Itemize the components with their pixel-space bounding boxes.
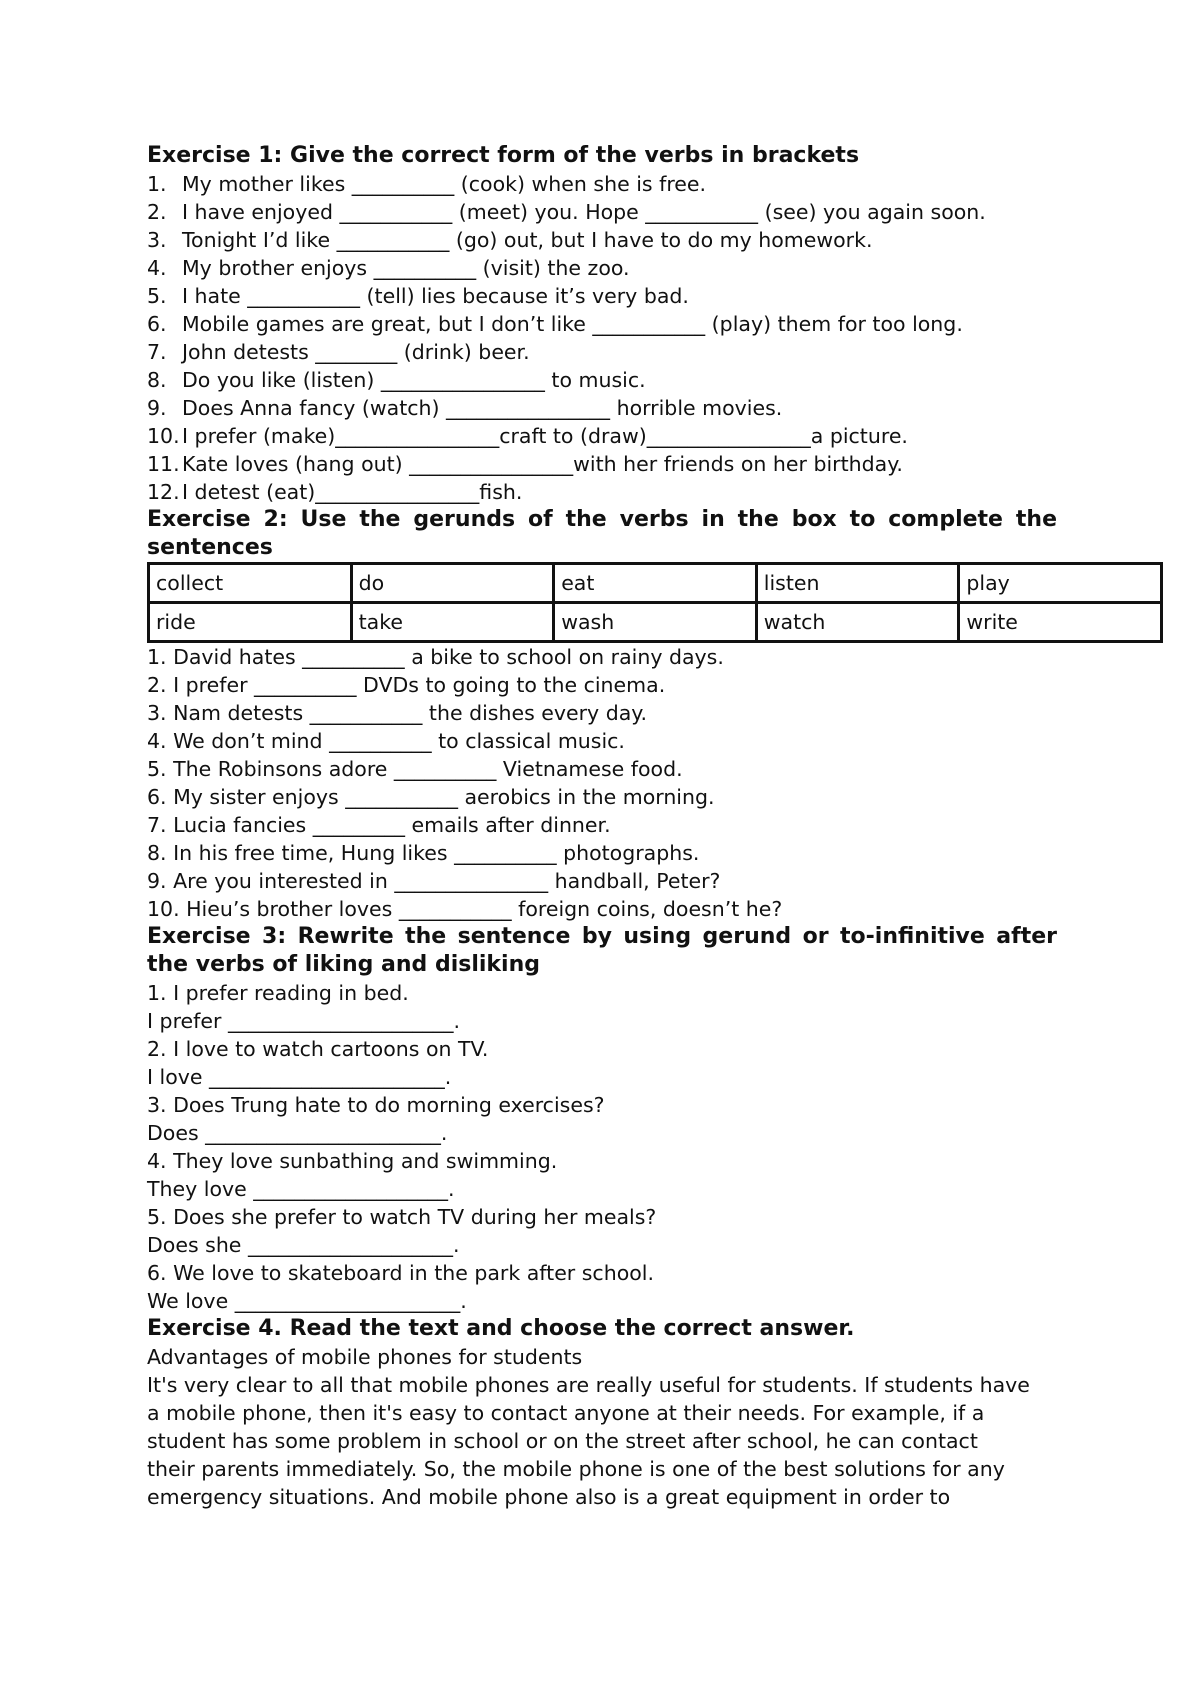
verb-cell: play — [959, 564, 1162, 603]
question: 2. I love to watch cartoons on TV. — [147, 1037, 489, 1061]
verb-cell: collect — [149, 564, 352, 603]
question: 5. Does she prefer to watch TV during her meals? — [147, 1205, 657, 1229]
list-item: 8. In his free time, Hung likes __________ photographs. — [147, 841, 700, 865]
list-item: 6. Mobile games are great, but I don’t like ___________ (play) them for too long. — [147, 312, 963, 336]
verb-box — [147, 562, 1163, 643]
table-row — [149, 564, 1162, 603]
list-item: 7. Lucia fancies _________ emails after dinner. — [147, 813, 611, 837]
verb-cell: listen — [756, 564, 959, 603]
verb-cell: wash — [554, 603, 757, 642]
answer-line: They love ___________________. — [147, 1177, 455, 1201]
list-item: 4. We don’t mind __________ to classical music. — [147, 729, 625, 753]
exercise-1-list — [147, 170, 1057, 506]
list-item: 11. Kate loves (hang out) ________________with her friends on her birthday. — [147, 452, 903, 476]
exercise-2-title: Exercise 2: Use the gerunds of the verbs in the box to complete the sentences — [147, 507, 1057, 560]
exercise-1-title: Exercise 1: Give the correct form of the verbs in brackets — [147, 143, 860, 168]
verb-cell: do — [351, 564, 554, 603]
list-item: 2. I prefer __________ DVDs to going to the cinema. — [147, 673, 666, 697]
verb-cell: eat — [554, 564, 757, 603]
answer-line: I prefer ______________________. — [147, 1009, 460, 1033]
passage-line: student has some problem in school or on the street after school, he can contact — [147, 1429, 978, 1453]
list-item: 7. John detests ________ (drink) beer. — [147, 340, 530, 364]
passage-line: It's very clear to all that mobile phones are really useful for students. If students have — [147, 1373, 1030, 1397]
list-item: 1. My mother likes __________ (cook) when she is free. — [147, 172, 707, 196]
list-item: 6. My sister enjoys ___________ aerobics in the morning. — [147, 785, 715, 809]
passage-line: a mobile phone, then it's easy to contact anyone at their needs. For example, if a — [147, 1401, 985, 1425]
answer-line: Does she ____________________. — [147, 1233, 460, 1257]
list-item: 8. Do you like (listen) ________________ to music. — [147, 368, 646, 392]
list-item: 5. I hate ___________ (tell) lies because it’s very bad. — [147, 284, 689, 308]
exercise-3-title: Exercise 3: Rewrite the sentence by using gerund or to-infinitive after the verbs of liking and disliking — [147, 924, 1057, 977]
question: 1. I prefer reading in bed. — [147, 981, 409, 1005]
answer-line: I love _______________________. — [147, 1065, 452, 1089]
worksheet — [147, 142, 1057, 1511]
list-item: 9. Are you interested in _______________ handball, Peter? — [147, 869, 721, 893]
exercise-2-list — [147, 643, 1057, 923]
list-item: 4. My brother enjoys __________ (visit) the zoo. — [147, 256, 630, 280]
verb-cell: take — [351, 603, 554, 642]
passage-line: their parents immediately. So, the mobile phone is one of the best solutions for any — [147, 1457, 1005, 1481]
list-item: 10. I prefer (make)________________craft to (draw)________________a picture. — [147, 424, 908, 448]
list-item: 9. Does Anna fancy (watch) ________________ horrible movies. — [147, 396, 783, 420]
exercise-4-title: Exercise 4. Read the text and choose the correct answer. — [147, 1316, 855, 1341]
verb-cell: write — [959, 603, 1162, 642]
list-item: 10. Hieu’s brother loves ___________ foreign coins, doesn’t he? — [147, 897, 783, 921]
list-item: 12. I detest (eat)________________fish. — [147, 480, 523, 504]
list-item: 2. I have enjoyed ___________ (meet) you. Hope ___________ (see) you again soon. — [147, 200, 986, 224]
answer-line: We love ______________________. — [147, 1289, 467, 1313]
question: 4. They love sunbathing and swimming. — [147, 1149, 558, 1173]
list-item: 3. Nam detests ___________ the dishes every day. — [147, 701, 647, 725]
list-item: 1. David hates __________ a bike to school on rainy days. — [147, 645, 724, 669]
answer-line: Does _______________________. — [147, 1121, 448, 1145]
list-item: 3. Tonight I’d like ___________ (go) out, but I have to do my homework. — [147, 228, 873, 252]
question: 6. We love to skateboard in the park after school. — [147, 1261, 654, 1285]
passage-title: Advantages of mobile phones for students — [147, 1345, 583, 1369]
question: 3. Does Trung hate to do morning exercises? — [147, 1093, 605, 1117]
table-row — [149, 603, 1162, 642]
passage — [147, 1371, 1057, 1511]
passage-line: emergency situations. And mobile phone also is a great equipment in order to — [147, 1485, 951, 1509]
verb-cell: watch — [756, 603, 959, 642]
verb-cell: ride — [149, 603, 352, 642]
list-item: 5. The Robinsons adore __________ Vietnamese food. — [147, 757, 683, 781]
exercise-3-list — [147, 979, 1057, 1315]
